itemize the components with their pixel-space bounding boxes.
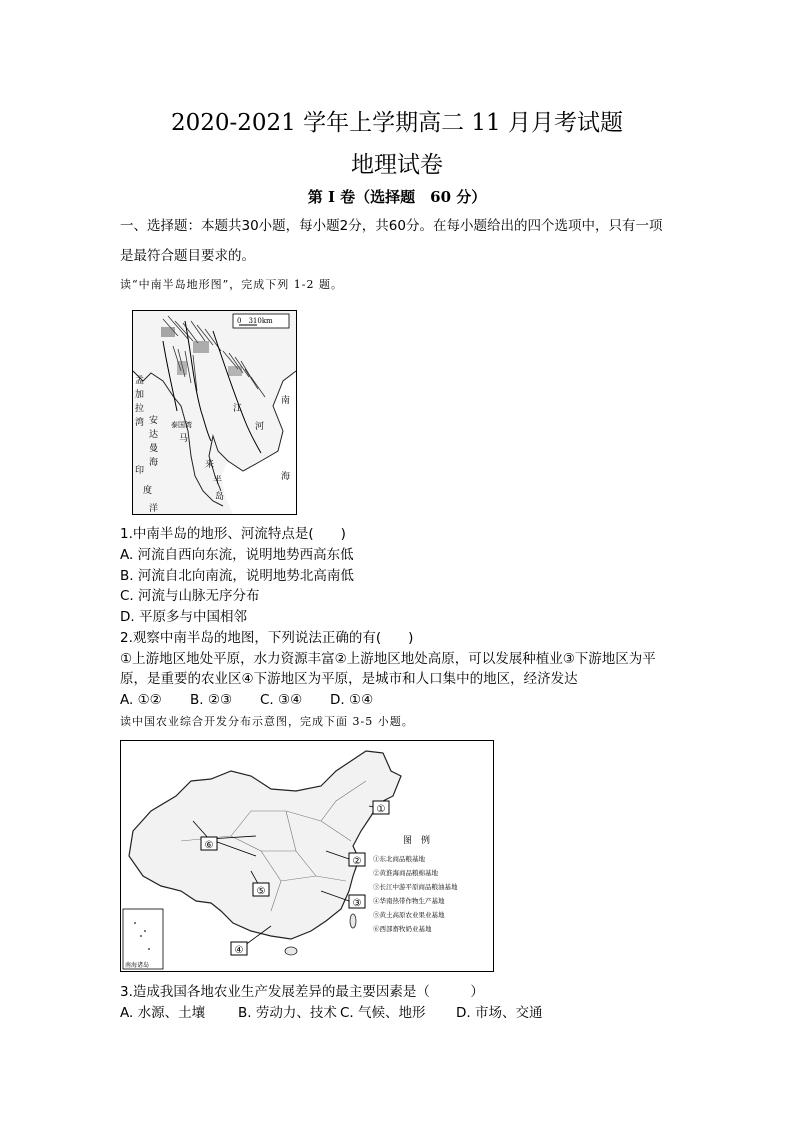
marker-6: ⑥ (204, 840, 214, 851)
map1-scale-label: 0 310km (237, 317, 273, 325)
question-1-option-d[interactable]: D. 平原多与中国相邻 (120, 609, 247, 625)
marker-4: ④ (234, 945, 244, 956)
legend-item-1: ①东北商品粮基地 (373, 855, 425, 863)
question-1-option-c[interactable]: C. 河流与山脉无序分布 (120, 588, 260, 604)
svg-text:安: 安 (149, 416, 159, 426)
svg-text:海: 海 (281, 472, 291, 482)
question-1-stem: 1.中南半岛的地形、河流特点是( ) (120, 526, 346, 542)
svg-text:泰国湾: 泰国湾 (171, 421, 192, 429)
legend-title: 图 例 (403, 836, 431, 846)
legend-item-5: ⑤黄土高原农业果业基地 (373, 911, 445, 919)
question-3-option-d[interactable]: D. 市场、交通 (456, 1005, 543, 1021)
instructions-line-2: 是最符合题目要求的。 (120, 248, 255, 264)
inset-label: 南海诸岛 (125, 962, 150, 969)
question-2-statement-line-2: 原，是重要的农业区④下游地区为平原，是城市和人口集中的地区，经济发达 (120, 671, 578, 687)
svg-text:河: 河 (255, 422, 265, 432)
svg-text:孟: 孟 (135, 376, 145, 386)
intro-questions-1-2: 读“中南半岛地形图”，完成下列 1-2 题。 (120, 278, 343, 291)
legend-item-3: ③长江中游平原商品粮油基地 (373, 883, 458, 891)
svg-text:海: 海 (149, 458, 159, 468)
legend-item-2: ②黄淮海商品粮棉基地 (373, 869, 438, 877)
question-2-option-c[interactable]: C. ③④ (260, 692, 303, 708)
question-2-option-a[interactable]: A. ①② (120, 692, 162, 708)
question-3-stem: 3.造成我国各地农业生产发展差异的最主要因素是（ ） (120, 984, 484, 1000)
legend-item-4: ④华南热带作物生产基地 (373, 897, 445, 905)
china-map-graphic (121, 741, 493, 971)
question-2-option-d[interactable]: D. ①④ (330, 692, 374, 708)
svg-text:湾: 湾 (135, 418, 145, 428)
svg-text:洋: 洋 (149, 504, 159, 514)
marker-1: ① (376, 804, 386, 815)
legend-item-6: ⑥西部畜牧奶业基地 (373, 925, 432, 933)
svg-text:加: 加 (135, 390, 145, 400)
marker-3: ③ (352, 898, 362, 909)
marker-2: ② (352, 856, 362, 867)
question-2-stem: 2.观察中南半岛的地图，下列说法正确的有( ) (120, 630, 414, 646)
china-agriculture-map (120, 740, 494, 972)
svg-text:江: 江 (233, 404, 243, 414)
question-3-option-a[interactable]: A. 水源、土壤 (120, 1005, 206, 1021)
svg-text:岛: 岛 (215, 492, 225, 502)
exam-subtitle: 地理试卷 (351, 152, 443, 178)
question-3-option-b[interactable]: B. 劳动力、技术 (238, 1005, 337, 1021)
svg-text:印: 印 (135, 466, 145, 476)
svg-text:来: 来 (205, 460, 215, 470)
marker-5: ⑤ (256, 886, 266, 897)
question-1-option-a[interactable]: A. 河流自西向东流，说明地势西高东低 (120, 547, 354, 563)
svg-text:拉: 拉 (135, 404, 145, 414)
svg-text:马: 马 (179, 434, 189, 444)
exam-title: 2020-2021 学年上学期高二 11 月月考试题 (170, 110, 624, 136)
question-2-statement-line-1: ①上游地区地处平原，水力资源丰富②上游地区地处高原，可以发展种植业③下游地区为平 (120, 651, 656, 667)
svg-text:南: 南 (281, 396, 291, 406)
indochina-map-graphic (133, 311, 296, 514)
section-heading: 第 I 卷（选择题 60 分） (307, 188, 487, 206)
instructions-line-1: 一、选择题：本题共30小题，每小题2分，共60分。在每小题给出的四个选项中，只有一项 (120, 218, 663, 234)
svg-text:半: 半 (213, 476, 223, 486)
svg-text:度: 度 (143, 486, 153, 496)
svg-text:曼: 曼 (149, 444, 159, 454)
question-1-option-b[interactable]: B. 河流自北向南流，说明地势北高南低 (120, 568, 354, 584)
question-3-option-c[interactable]: C. 气候、地形 (340, 1005, 426, 1021)
indochina-terrain-map (132, 310, 297, 515)
svg-text:达: 达 (149, 430, 159, 440)
intro-questions-3-5: 读中国农业综合开发分布示意图，完成下面 3-5 小题。 (120, 715, 414, 728)
question-2-option-b[interactable]: B. ②③ (190, 692, 233, 708)
